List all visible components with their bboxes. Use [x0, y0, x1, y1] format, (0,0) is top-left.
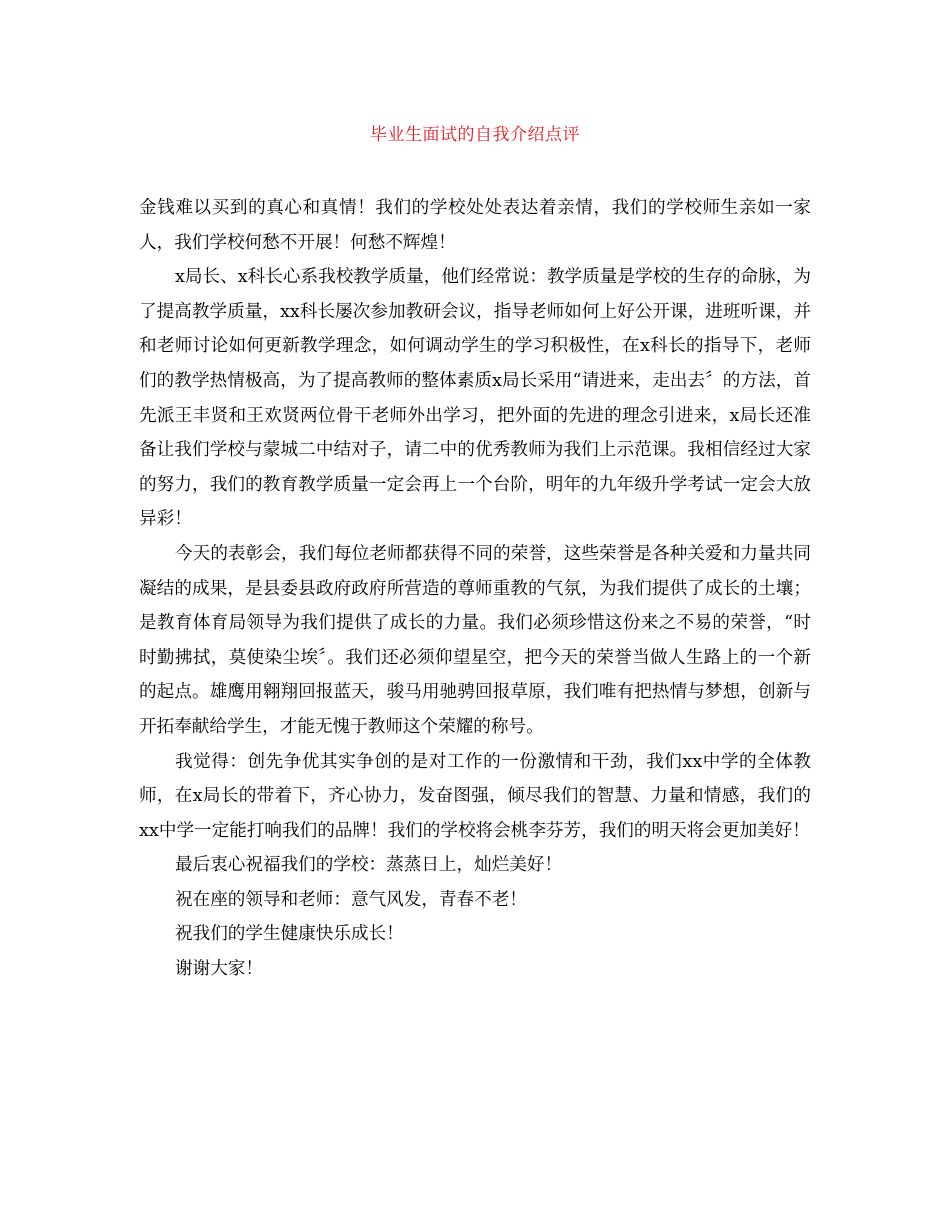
document-body [139, 191, 811, 987]
document-title: 毕业生面试的自我介绍点评 [370, 125, 580, 145]
paragraph-5: 最后衷心祝福我们的学校：蒸蒸日上，灿烂美好！ [175, 855, 563, 876]
paragraph-8: 谢谢大家！ [175, 959, 263, 980]
paragraph-1: 金钱难以买到的真心和真情！我们的学校处处表达着亲情，我们的学校师生亲如一家人，我们学校何愁不开展！何愁不辉煌！ [139, 198, 811, 253]
paragraph-3: 今天的表彰会，我们每位老师都获得不同的荣誉，这些荣誉是各种关爱和力量共同凝结的成果，是县委县政府政府所营造的尊师重教的气氛，为我们提供了成长的土壤；是教育体育局领导为我们提供了成长的力量。我们必须珍惜这份来之不易的荣誉，“时时勤拂拭，莫使染尘埃〞。我们还必须仰望星空，把今天的荣誉当做人生路上的一个新的起点。雄鹰用翱翔回报蓝天，骏马用驰骋回报草原，我们唯有把热情与梦想，创新与开拓奉献给学生，才能无愧于教师这个荣耀的称号。 [139, 543, 811, 737]
paragraph-4: 我觉得：创先争优其实争创的是对工作的一份激情和干劲，我们xx中学的全体教师，在x局长的带着下，齐心协力，发奋图强，倾尽我们的智慧、力量和情感，我们的xx中学一定能打响我们的品牌！我们的学校将会桃李芬芳，我们的明天将会更加美好！ [139, 751, 811, 841]
paragraph-6: 祝在座的领导和老师：意气风发，青春不老！ [175, 889, 527, 910]
paragraph-7: 祝我们的学生健康快乐成长！ [175, 924, 404, 945]
paragraph-2: x局长、x科长心系我校教学质量，他们经常说：教学质量是学校的生存的命脉，为了提高教学质量，xx科长屡次参加教研会议，指导老师如何上好公开课，进班听课，并和老师讨论如何更新教学理念，如何调动学生的学习积极性，在x科长的指导下，老师们的教学热情极高，为了提高教师的整体素质x局长采用“请进来，走出去〞的方法，首先派王丰贤和王欢贤两位骨干老师外出学习，把外面的先进的理念引进来，x局长还准备让我们学校与蒙城二中结对子，请二中的优秀教师为我们上示范课。我相信经过大家的努力，我们的教育教学质量一定会再上一个台阶，明年的九年级升学考试一定会大放异彩！ [139, 267, 811, 530]
